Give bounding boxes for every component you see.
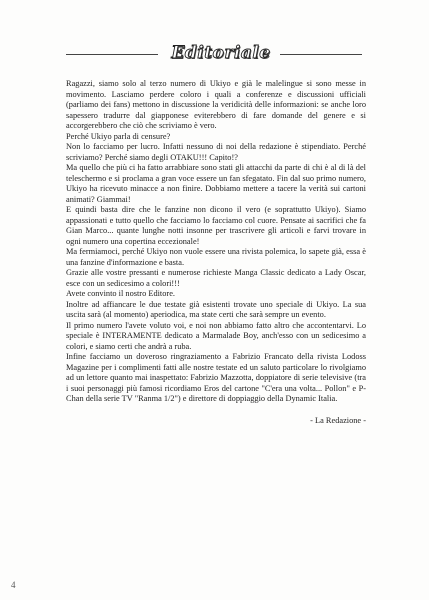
paragraph: Non lo facciamo per lucro. Infatti nessuno di noi della redazione è stipendiato. Perché scriviamo? Perché siamo degli OTAKU!!! Capito!? (66, 142, 366, 162)
paragraph: Ma quello che più ci ha fatto arrabbiare sono stati gli attacchi da parte di chi è al di là del teleschermo e si proclama a gran voce essere un fan sfegatato. Fin dal suo primo numero, Ukiyo ha ricevuto minacce a non finire. Dobbiamo mettere a tacere la verità sui cartoni animati? Giammai! (66, 163, 366, 204)
paragraph: Infine facciamo un doveroso ringraziamento a Fabrizio Francato della rivista Lodoss Magazine per i complimenti fatti alle nostre testate ed un saluto particolare lo rivolgiamo ad un lettore quanto mai inaspettato: Fabrizio Mazzotta, doppiatore di serie televisive (tra i suoi personaggi più famosi ricordiamo Eros del cartone "C'era una volta... Pollon" e P-Chan della serie TV "Ranma 1/2") e direttore di doppiaggio della Dynamic Italia. (66, 352, 366, 403)
header-rule-left (66, 54, 158, 55)
paragraph: Ma fermiamoci, perché Ukiyo non vuole essere una rivista polemica, lo sapete già, essa è una fanzine d'informazione e basta. (66, 247, 366, 267)
paragraph: E quindi basta dire che le fanzine non dicono il vero (e soprattutto Ukiyo). Siamo appassionati e tutto quello che facciamo lo facciamo col cuore. Pensate ai sacrifici che fa Gian Marco... quante lunghe notti insonne per trascrivere gli articoli e farvi trovare in ogni numero una copertina eccezionale! (66, 205, 366, 246)
paragraph: Avete convinto il nostro Editore. (66, 289, 175, 298)
paragraph: Il primo numero l'avete voluto voi, e noi non abbiamo fatto altro che accontentarvi. Lo speciale è INTERAMENTE dedicato a Marmalade Boy, anch'esso con un sedicesimo a colori, e siamo certi che andrà a ruba. (66, 320, 366, 351)
editorial-header (66, 42, 362, 66)
paragraph: Inoltre ad affiancare le due testate già esistenti trovate uno speciale di Ukiyo. La sua uscita sarà (al momento) aperiodica, ma state certi che sarà sempre un evento. (66, 299, 366, 319)
paragraph: Grazie alle vostre pressanti e numerose richieste Manga Classic dedicato a Lady Oscar, esce con un sedicesimo a colori!!! (66, 268, 366, 288)
page-number: 4 (11, 580, 16, 590)
paragraph: Ragazzi, siamo solo al terzo numero di Ukiyo e già le malelingue si sono messe in movimento. Lasciamo perdere coloro i quali a conferenze e discussioni ufficiali (parliamo dei fans) mettono in discussione la veridicità delle informazioni: se anche loro sapessero tradurre dal giapponese eviterebbero di fare domande del genere e si accorgerebbero che ciò che scriviamo è vero. (66, 79, 366, 130)
paragraph: Perché Ukiyo parla di censure? (66, 131, 171, 141)
editorial-body (66, 79, 366, 426)
signature: - La Redazione - (310, 415, 366, 425)
page-title: Editoriale (171, 43, 271, 63)
header-rule-right (280, 54, 362, 55)
